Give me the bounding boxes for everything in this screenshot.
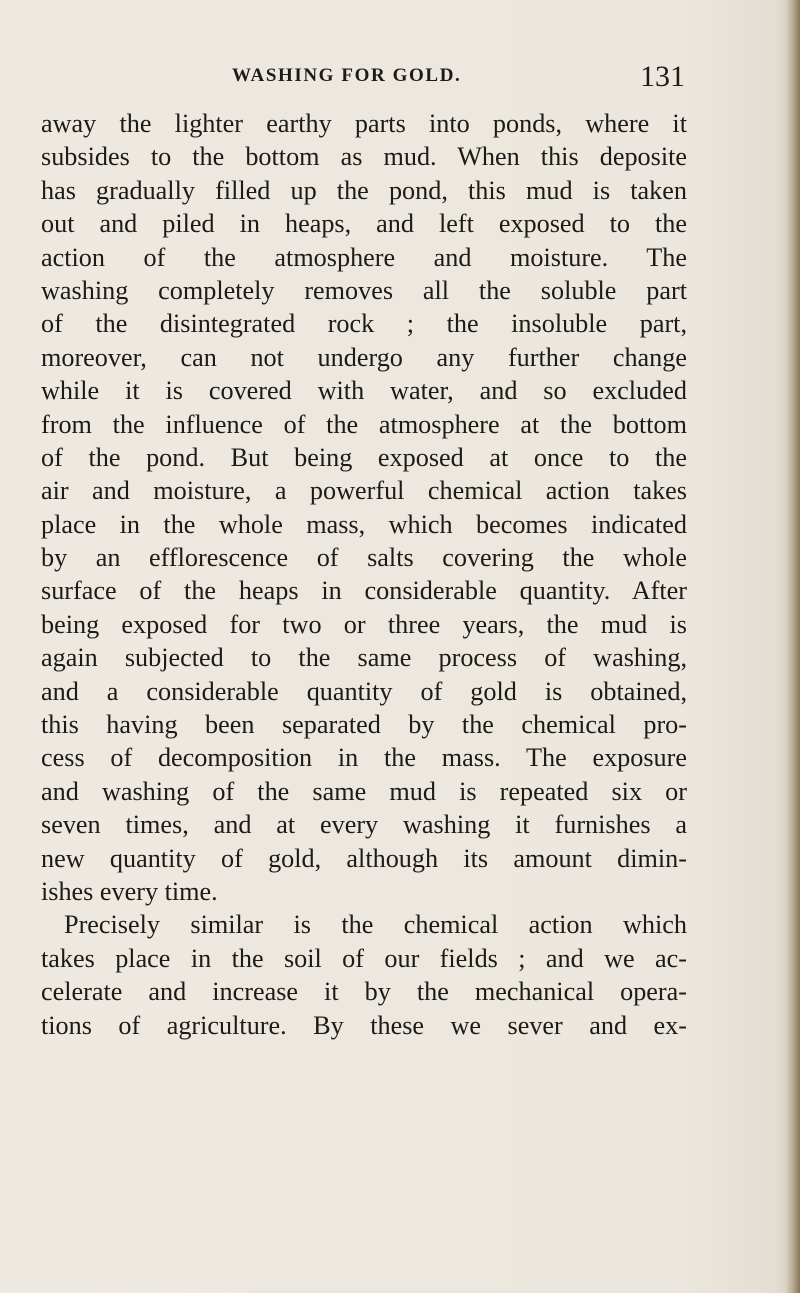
- text-line: and a considerable quantity of gold is obtained,: [41, 676, 687, 706]
- text-line: new quantity of gold, although its amount dimin-: [41, 843, 687, 873]
- text-line: while it is covered with water, and so excluded: [41, 376, 687, 406]
- running-header: [0, 60, 690, 94]
- text-line: has gradually filled up the pond, this mud is taken: [41, 175, 687, 205]
- text-line: moreover, can not undergo any further change: [41, 342, 687, 372]
- text-line: subsides to the bottom as mud. When this deposite: [41, 142, 687, 172]
- text-line: celerate and increase it by the mechanical opera-: [41, 977, 687, 1007]
- text-line: away the lighter earthy parts into ponds, where it: [41, 109, 687, 138]
- page-edge-shadow: [786, 0, 800, 1293]
- text-line: of the disintegrated rock ; the insoluble part,: [41, 309, 687, 339]
- running-title: WASHING FOR GOLD.: [232, 65, 462, 86]
- text-line: action of the atmosphere and moisture. The: [41, 242, 687, 272]
- text-line: from the influence of the atmosphere at the bottom: [41, 409, 687, 439]
- text-line: air and moisture, a powerful chemical action takes: [41, 476, 687, 506]
- text-line: cess of decomposition in the mass. The exposure: [41, 743, 687, 773]
- text-line: again subjected to the same process of washing,: [41, 643, 687, 673]
- text-line: ishes every time.: [41, 876, 218, 906]
- text-line: by an efflorescence of salts covering the whole: [41, 543, 687, 573]
- text-line: this having been separated by the chemical pro-: [41, 710, 687, 740]
- text-line: tions of agriculture. By these we sever and ex-: [41, 1010, 687, 1040]
- text-line: surface of the heaps in considerable quantity. After: [41, 576, 687, 606]
- text-line: takes place in the soil of our fields ; and we ac-: [41, 943, 687, 973]
- text-line: seven times, and at every washing it furnishes a: [41, 810, 687, 840]
- text-line: of the pond. But being exposed at once to the: [41, 442, 687, 472]
- text-line: place in the whole mass, which becomes indicated: [41, 509, 687, 539]
- text-line: Precisely similar is the chemical action which: [64, 910, 687, 940]
- text-line: washing completely removes all the soluble part: [41, 275, 687, 305]
- text-line: being exposed for two or three years, the mud is: [41, 609, 687, 639]
- body-text: [41, 107, 687, 1042]
- text-line: out and piled in heaps, and left exposed to the: [41, 209, 687, 239]
- page-number: 131: [640, 60, 685, 93]
- text-line: and washing of the same mud is repeated six or: [41, 776, 687, 806]
